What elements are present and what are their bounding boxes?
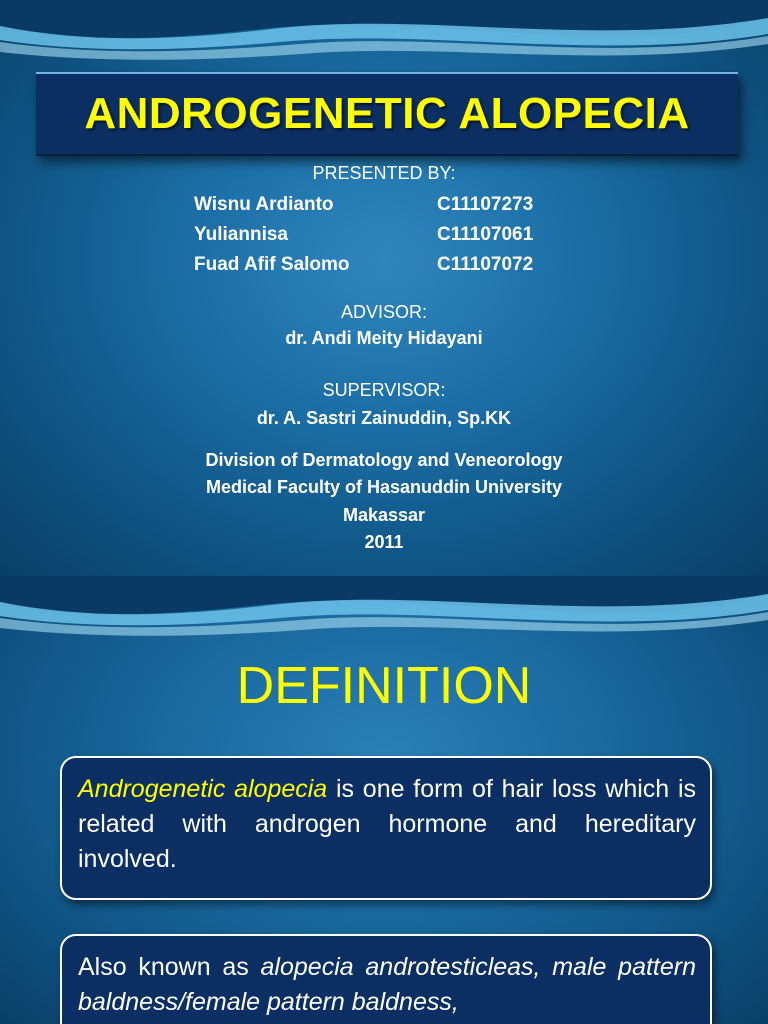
also-known-prefix: Also known as bbox=[78, 953, 261, 981]
presenter-id: C11107273 bbox=[437, 194, 534, 215]
presenter-id: C11107072 bbox=[437, 254, 534, 275]
definition-text: is one form of hair loss which is related with androgen hormone and hereditary involved. bbox=[78, 775, 697, 873]
advisor-name: dr. Andi Meity Hidayani bbox=[285, 328, 483, 348]
supervisor-name: dr. A. Sastri Zainuddin, Sp.KK bbox=[256, 408, 512, 428]
affiliation-faculty: Medical Faculty of Hasanuddin University bbox=[205, 477, 563, 497]
presenter-name: Fuad Afif Salomo bbox=[194, 254, 350, 275]
synonyms-text: alopecia androtesticleas, male pattern baldness/female pattern baldness, bbox=[78, 953, 696, 1016]
definition-slide bbox=[0, 576, 768, 1024]
presenter-name: Yuliannisa bbox=[194, 224, 288, 245]
affiliation-city: Makassar bbox=[342, 505, 426, 525]
affiliation-division: Division of Dermatology and Veneorology bbox=[205, 450, 563, 470]
presented-by-label: PRESENTED BY: bbox=[312, 163, 456, 183]
presenter-id: C11107061 bbox=[437, 224, 534, 245]
presenter-row bbox=[194, 254, 574, 276]
definition-heading: DEFINITION bbox=[236, 657, 532, 715]
presenter-row bbox=[194, 194, 574, 216]
supervisor-label: SUPERVISOR: bbox=[322, 380, 446, 400]
title-box bbox=[36, 72, 738, 156]
definition-card bbox=[60, 756, 712, 900]
term-highlight: Androgenetic alopecia bbox=[78, 775, 328, 803]
presentation-year: 2011 bbox=[364, 532, 404, 552]
presenter-row bbox=[194, 224, 574, 246]
slide-title: ANDROGENETIC ALOPECIA bbox=[84, 89, 690, 138]
also-known-card bbox=[60, 934, 712, 1024]
advisor-label: ADVISOR: bbox=[340, 302, 428, 322]
presenter-name: Wisnu Ardianto bbox=[194, 194, 334, 215]
